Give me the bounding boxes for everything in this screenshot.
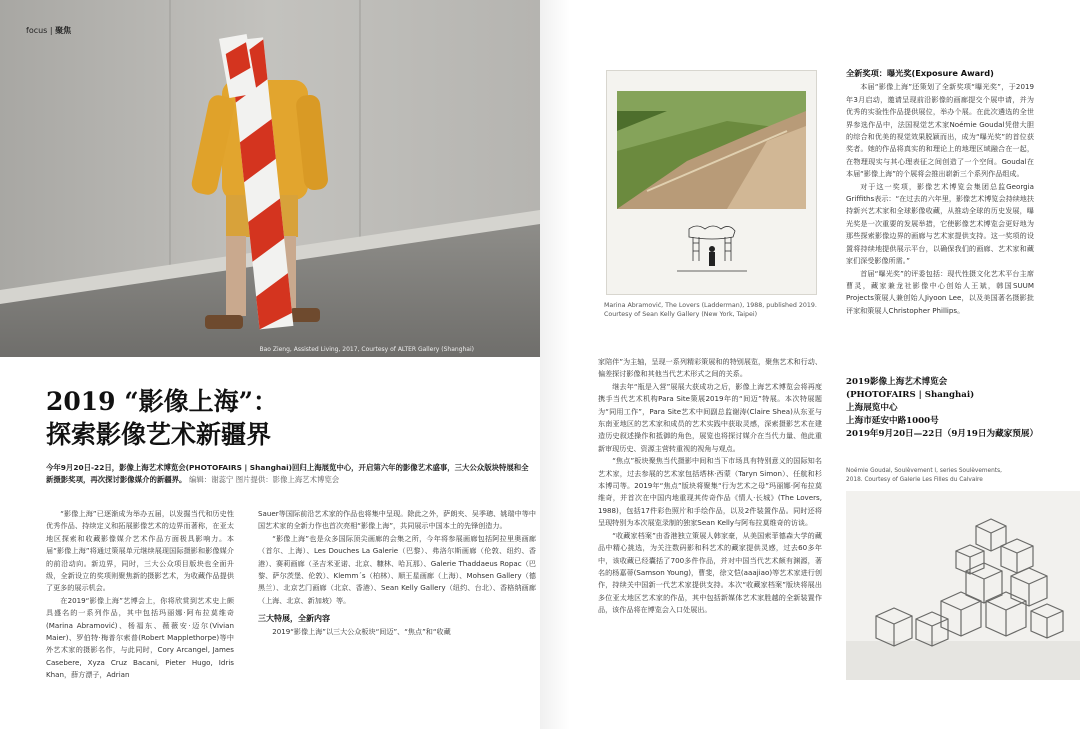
page-gutter [540, 0, 570, 729]
goudal-caption-line-2: 2018. Courtesy of Galerie Les Filles du Calvaire [846, 476, 983, 483]
section-tag-en: focus [26, 26, 48, 35]
goudal-photo-illustration [846, 491, 1080, 680]
goudal-caption-line-1: Noémie Goudal, Soulèvement I, series Soulèvements, [846, 468, 1002, 474]
abramovic-photo-illustration [607, 71, 816, 294]
body-column-2 [258, 508, 536, 638]
body-paragraph: “收藏家档案”由香港独立策展人韩家豪，从美国索菲德森大学的藏品中精心挑选，为关注数码影和科艺术的藏家提供灵感，过去60多年中，该收藏已经囊括了700多件作品，并对中国当代艺术颇有渊源，著名的杨嘉蒂(Samson Young)，曹斐，徐文恺(aaajiao)等艺术家进行创作，持续关中国新一代艺术家提供支持。本次“收藏家档案”版块将展出多位亚太地区艺术家的作品，其中包括新媒体艺术家胜越的全新装置作品，该作品将在博览会入口处展出。 [598, 530, 822, 615]
headline-line-1: 2019 “影像上海”： [46, 387, 279, 416]
lead-text: 今年9月20日-22日，影像上海艺术博览会(PHOTOFAIRS | Shanghai)回归上海展览中心，开启第六年的影像艺术盛事，三大公众版块特展和全新摄影奖项，再次探讨影像媒介的新疆界。 [46, 463, 529, 484]
abramovic-caption [604, 301, 824, 319]
lead-paragraph [46, 462, 534, 486]
section-tag: focus | 聚焦 [26, 26, 72, 35]
body-paragraph: “焦点”板块聚焦当代摄影中间和当下市场具有特别意义的国际知名艺术家，过去参展的艺术家包括塔林·西蒙（Taryn Simon）、任航和杉本博司等。2019年“焦点”版块将聚集“行为艺术之母”玛丽娜·阿布拉莫维奇，并首次在中国内地重现其传奇作品《情人·长城》(The Lovers, 1988)，包括17件彩色照片和手绘作品，以及2件装置作品。同时还将呈现特别为本次展览录制的独家Sean Kelly与阿布拉莫维奇的访谈。 [598, 456, 822, 528]
hero-photo [0, 0, 540, 357]
body-column-1 [46, 508, 234, 682]
subhead: 三大特展，全新内容 [258, 614, 330, 624]
body-paragraph: 本届“影像上海”还策划了全新奖项“曝光奖”，于2019年3月启动，邀请呈现前沿影像的画廊提交个展申请，并为优秀的实验性作品提供展位，举办个展。在此次遴选的全世界参选作品中，法国视觉艺术家Noémie Goudal凭借大胆的综合和优美的视觉效果脱颖而出，成为“曝光奖”的首位获奖者。她的作品将真实的和理论上的地理区域融合在一起，在物理现实与其心理表征之间创造了一个空间。Goudal在本届“影像上海”的个展将会推出崭新三个系列作品组成。 [846, 82, 1034, 179]
abramovic-caption-line-2: Courtesy of Sean Kelly Gallery (New York, Taipei) [604, 311, 758, 318]
event-info [846, 376, 1046, 441]
headline-line-2: 探索影像艺术新疆界 [46, 420, 272, 449]
abramovic-caption-line-1: Marina Abramović, The Lovers (Ladderman), 1988, published 2019. [604, 302, 817, 309]
body-paragraph: 对于这一奖项，影像艺术博览会集团总监Georgia Griffiths表示：“在过去的六年里，影像艺术博览会持续地扶持新兴艺术家和全球影像收藏，从推动全球的历史发展，曝光奖是一次重要的发展举措，它使影像艺术博览会更好地为那些探索影像边界的画廊与艺术家提供支持。这一奖项的设置将持续地提供展示平台，以确保我们的画廊、艺术家和藏家们深受影像所需。” [846, 181, 1034, 266]
body-column-4 [846, 67, 1034, 317]
body-paragraph: “影像上海”已逐渐成为举办五届，以发掘当代和历史性优秀作品、持续定义和拓展影像艺术的边界而著称，在亚太地区探索和收藏影像媒介艺术作品方面极具影响力。本届“影像上海”将通过策展单元继续展现国际摄影和影像媒介的前沿动向。新边界，同时，三大公众项目版块也全面升级，全新设立的奖项则聚焦新的摄影艺术，为收藏作品提供了更多的展示机会。 [46, 509, 234, 593]
hero-photo-illustration [0, 0, 540, 357]
goudal-caption [846, 467, 1046, 484]
event-dates: 2019年9月20日—22日（9月19日为藏家预展） [846, 429, 1039, 439]
body-paragraph: 首届“曝光奖”的评委包括：现代性摄文化艺术平台主席曹灵，藏家兼龙社影像中心创始人王斌，韩国SUUM Projects策展人兼创始人Jiyoon Lee，以及美国著名摄影批评家和策展人Christopher Phillips。 [846, 268, 1034, 315]
award-section-title: 全新奖项：曝光奖(Exposure Award) [846, 68, 994, 78]
article-headline [46, 386, 278, 452]
goudal-photo [846, 491, 1080, 680]
body-paragraph: Sauer等国际前沿艺术家的作品也将集中呈现。除此之外，萨朗夹、吴季璁、姚瑞中等中国艺术家的全新力作也首次亮相“影像上海”，共同展示中国本土的先锋创造力。 [258, 509, 536, 531]
hero-caption: Bao Zieng, Assisted Living, 2017, Courtesy of ALTER Gallery (Shanghai) [259, 346, 474, 353]
body-paragraph: 2019“影像上海”以三大公众板块“间迈”、“焦点”和“收藏 [272, 626, 451, 636]
abramovic-photo [606, 70, 817, 295]
body-paragraph: 家陪伴”为主轴，呈现一系列精彩策展和的特别展览，聚焦艺术和行动、偏差探讨影像和其他当代艺术形式之间的关系。 [598, 357, 822, 379]
body-column-3 [598, 356, 822, 617]
event-name: 2019影像上海艺术博览会 [846, 377, 948, 387]
body-paragraph: 继去年“瓶是入营”展展大获成功之后，影像上海艺术博览会将再度携手当代艺术机构Para Site策展2019年的“间迈”特展。本次特展题为“同用工作”，Para Site艺术中间副总监谢涛(Claire Shea)从东亚与东南亚地区的艺术家和成员的艺术实践中获取灵感，深索摄影艺术在建造历史叙述操作和抵御的角色，展览也将探讨媒介在当代力量、他此重新审现历史、资源主营转重视的视角与观点。 [598, 381, 822, 453]
section-tag-cn: 聚焦 [55, 26, 72, 35]
body-paragraph: 在2019“影像上海”艺博会上，你将欣赏到艺术史上颇具盛名的一系列作品，其中包括玛丽娜·阿布拉莫维奇(Marina Abramović)、杨福东、薇薇安·迈尔(Vivian Maier)、罗伯特·梅普尔索普(Robert Mapplethorpe)等中外艺术家的摄影名作，与此同时，Cory Arcangel, James Casebere, Xyza Cruz Bacani, Pieter Hugo, Idris Khan，薛方漂子，Adrian [46, 595, 234, 680]
event-venue: 上海展览中心 [846, 403, 898, 413]
lead-credit: 编辑：谢蕊宁 图片提供：影像上海艺术博览会 [189, 475, 340, 484]
event-address: 上海市延安中路1000号 [846, 416, 939, 426]
event-name-en: (PHOTOFAIRS | Shanghai) [846, 390, 975, 400]
body-paragraph: “影像上海”也是众多国际顶尖画廊的会集之所，今年将参展画廊包括阿拉里奥画廊（首尔、上海）、Les Douches La Galerie（巴黎）、弗洛尔斯画廊（伦敦、纽约、香港）、赛莉画廊（圣吉米亚诺、北京、糠林、哈瓦那）、Galerie Thaddaeus Ropac（巴黎、萨尔茨堡、伦敦）、Klemm´s（柏林）、顺王星画廊（上海）、Mohsen Gallery（德黑兰）、北京艺门画廊（北京、香港）、Sean Kelly Gallery（纽约、台北）、香格纳画廊（上海、北京、新加坡）等。 [258, 533, 536, 605]
